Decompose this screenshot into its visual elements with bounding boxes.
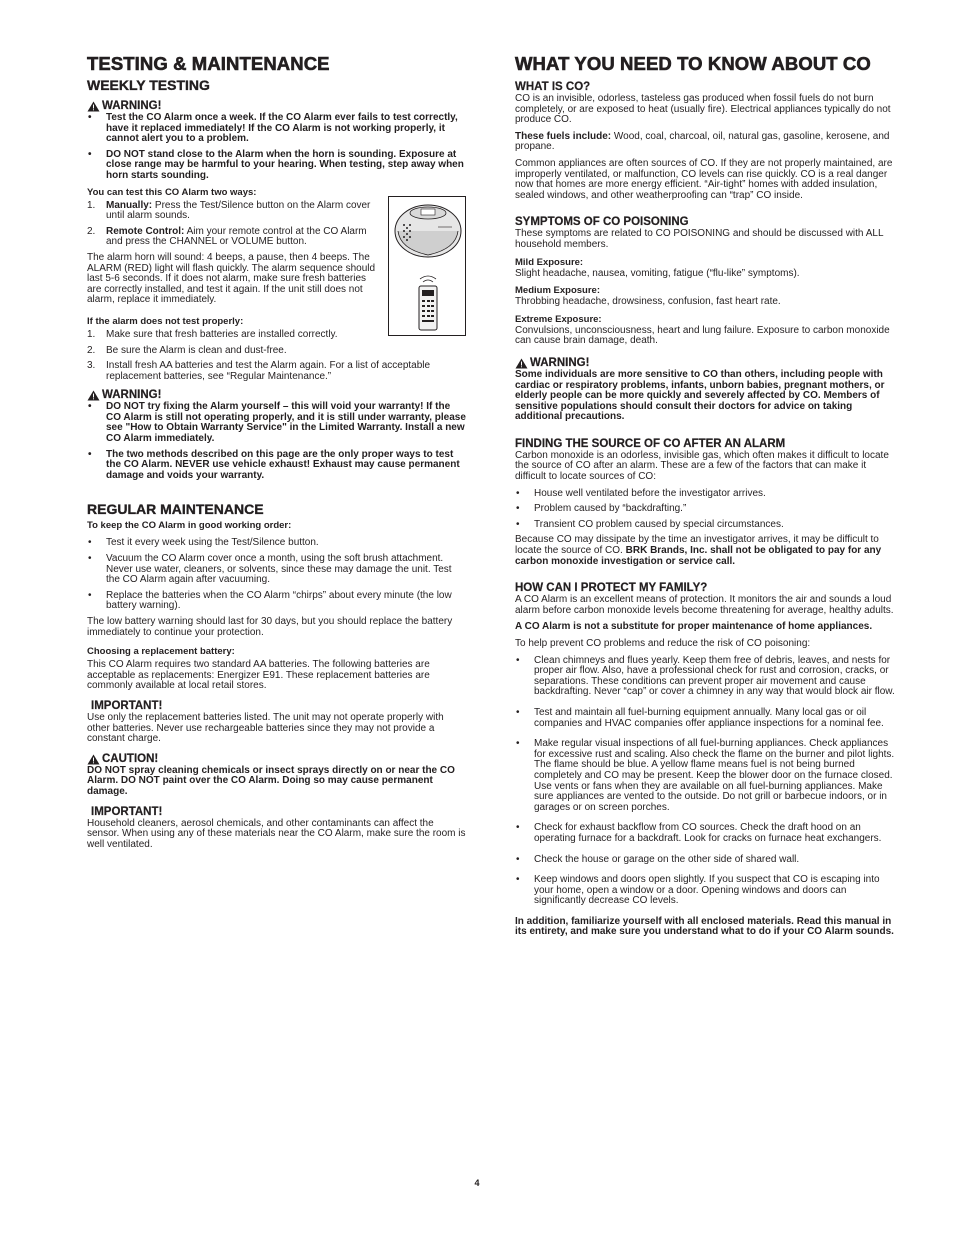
list-item: • Test the CO Alarm once a week. If the CO Alarm ever fails to test correctly, have it replaced immediately! If the CO Alarm is not working properly, it cannot alert you to a problem. — [87, 113, 467, 145]
test-ways-heading: You can test this CO Alarm two ways: — [87, 186, 257, 198]
medium-text: Throbbing headache, drowsiness, confusion, fast heart rate. — [515, 296, 781, 308]
dissipate-text: Because CO may dissipate by the time an investigator arrives, it may be difficult to locate the source of CO. BRK Brands, Inc. shall not be obligated to pay for any carbon monoxide investigation or service call. — [515, 534, 882, 567]
list-item: • Check for exhaust backflow from CO sources. Check the draft hood on an operating furnace for a backdraft. Look for cracks on furnace heat exchangers. — [515, 823, 897, 844]
list-item: • DO NOT try fixing the Alarm yourself – this will void your warranty! If the CO Alarm is still not operating properly, and it is still under warranty, please see "How to Obtain Warranty Service" in the Limited Warranty. Install a new CO Alarm immediately. — [87, 402, 467, 444]
regular-maintenance-heading: REGULAR MAINTENANCE — [87, 501, 264, 518]
extreme-label: Extreme Exposure: — [515, 313, 602, 325]
list-item: • Replace the batteries when the CO Alarm “chirps” about every minute (the low battery warning). — [87, 591, 467, 612]
list-item: 2. Be sure the Alarm is clean and dust-free. — [87, 344, 287, 356]
important-text-2: Household cleaners, aerosol chemicals, and other contaminants can affect the sensor. When using any of these materials near the CO Alarm, make sure the room is well ventilated. — [87, 817, 466, 850]
protect-text: A CO Alarm is an excellent means of protection. It monitors the air and sounds a loud alarm before carbon monoxide levels become threatening for average, healthy adults. — [515, 594, 894, 616]
remote-control-icon — [413, 273, 443, 333]
caution-label: CAUTION! — [87, 753, 467, 766]
extreme-text: Convulsions, unconsciousness, heart and lung failure. Exposure to carbon monoxide can cause brain damage, death. — [515, 324, 890, 347]
list-item: 1. Manually: Press the Test/Silence button on the Alarm cover until alarm sounds. — [87, 199, 371, 222]
important-label: IMPORTANT! — [91, 699, 163, 712]
what-is-co-heading: WHAT IS CO? — [515, 81, 591, 93]
important-text-1: Use only the replacement batteries listed. The unit may not operate properly with other batteries. Never use rechargeable batteries since they may not provide a constant charge. — [87, 711, 444, 745]
important-label: IMPORTANT! — [91, 805, 163, 818]
battery-heading: Choosing a replacement battery: — [87, 646, 235, 658]
caution-text: DO NOT spray cleaning chemicals or insect sprays directly on or near the CO Alarm. DO NOT paint over the CO Alarm. Doing so may cause permanent damage. — [87, 764, 455, 797]
list-item: 1. Make sure that fresh batteries are installed correctly. — [87, 328, 338, 340]
page-title-left: TESTING & MAINTENANCE — [87, 53, 330, 74]
weekly-testing-heading: WEEKLY TESTING — [87, 77, 210, 93]
list-item: 3. Install fresh AA batteries and test the Alarm again. For a list of acceptable replacement batteries, see “Regular Maintenance.” — [87, 360, 431, 382]
list-item: • Keep windows and doors open slightly. If you suspect that CO is escaping into your home, open a window or a door. Opening windows and doors can significantly decrease CO levels. — [515, 875, 897, 907]
list-item: • Vacuum the CO Alarm cover once a month, using the soft brush attachment. Never use water, cleaners, or solvents, since these may damage the unit. Test the CO Alarm again after vacuuming. — [87, 554, 467, 586]
test-ways-list — [87, 201, 377, 248]
maintenance-list — [87, 538, 467, 612]
low-battery-text: The low battery warning should last for 30 days, but you should replace the battery immediately to continue your protection. — [87, 616, 453, 638]
fuels-text: These fuels include: Wood, coal, charcoal, oil, natural gas, gasoline, kerosene, and propane. — [515, 130, 890, 153]
closing-text: In addition, familiarize yourself with all enclosed materials. Read this manual in its entirety, and make sure you understand what to do if your CO Alarm sounds. — [515, 915, 894, 938]
alarm-remote-illustration — [388, 196, 466, 336]
list-item: • Make regular visual inspections of all fuel-burning appliances. Check appliances for excessive rust and scaling. Also check the flame on the burner and pilot lights. The flame should be blue. A yellow flame means fuel is not being burned completely and CO may be present. Keep the blower door on the furnace closed. Use vents or fans when they are available on all fuel-burning appliances. Make sure appliances are vented to the outside. Do not grill or barbecue indoors, or in garages or on screen porches. — [515, 739, 897, 813]
warning-triangle-icon — [515, 358, 528, 369]
warning-list-2 — [87, 402, 467, 481]
prevent-list — [515, 656, 897, 907]
list-item: • Transient CO problem caused by special circumstances. — [515, 520, 897, 531]
list-item: • DO NOT stand close to the Alarm when the horn is sounding. Exposure at close range may be harmful to your hearing. When testing, step away when horn starts sounding. — [87, 150, 467, 182]
list-item: • The two methods described on this page are the only proper ways to test the CO Alarm. NEVER use vehicle exhaust! Exhaust may cause permanent damage and voids your warranty. — [87, 450, 467, 482]
finding-source-heading: FINDING THE SOURCE OF CO AFTER AN ALARM — [515, 437, 786, 450]
list-item: • Check the house or garage on the other side of shared wall. — [515, 855, 897, 866]
list-item: • Test it every week using the Test/Silence button. — [87, 538, 467, 549]
list-item: • House well ventilated before the investigator arrives. — [515, 489, 897, 500]
warning-triangle-icon — [87, 754, 100, 765]
list-item: • Test and maintain all fuel-burning equipment annually. Many local gas or oil companies and HVAC companies offer appliance inspections for a nominal fee. — [515, 708, 897, 729]
finding-text: Carbon monoxide is an odorless, invisible gas, which often makes it difficult to locate the source of CO after an alarm. These are a few of the factors that can make it difficult to locate sources of CO: — [515, 449, 889, 483]
page-number: 4 — [474, 1178, 480, 1188]
maint-intro: To keep the CO Alarm in good working order: — [87, 520, 292, 532]
list-item: • Clean chimneys and flues yearly. Keep them free of debris, leaves, and nests for proper air flow. Also, have a professional check for rust and corrosion, cracks, or separations. These conditions can prevent proper air movement and cause backdrafting. Never “cap” or cover a chimney in any way that would block air flow. — [515, 656, 897, 698]
horn-text: The alarm horn will sound: 4 beeps, a pause, then 4 beeps. The ALARM (RED) light will flash quickly. The alarm sequence should last 5-6 seconds. If it does not alarm, make sure fresh batteries are correctly installed, and test it again. If the unit still does not alarm, replace it immediately. — [87, 251, 376, 306]
warning-label: WARNING! — [515, 357, 897, 370]
symptoms-heading: SYMPTOMS OF CO POISONING — [515, 216, 689, 229]
not-test-heading: If the alarm does not test properly: — [87, 315, 244, 327]
warning-list-1 — [87, 113, 467, 182]
co-alarm-icon — [390, 199, 466, 269]
medium-label: Medium Exposure: — [515, 285, 600, 297]
page-title-right: WHAT YOU NEED TO KNOW ABOUT CO — [515, 53, 871, 74]
warning-triangle-icon — [87, 390, 100, 401]
finding-list — [515, 489, 897, 531]
battery-text: This CO Alarm requires two standard AA batteries. The following batteries are acceptable as replacements: Energizer E91. These replacement batteries are commonly available at local retail stores. — [87, 659, 430, 692]
warning-triangle-icon — [87, 101, 100, 112]
mild-label: Mild Exposure: — [515, 256, 584, 268]
list-item: 2. Remote Control: Aim your remote control at the CO Alarm and press the CHANNEL or VOLUME button. — [87, 225, 367, 248]
warning-label: WARNING! — [87, 100, 467, 113]
appliances-text: Common appliances are often sources of CO. If they are not properly maintained, are improperly ventilated, or malfunction, CO levels can rise quickly. CO is a real danger now that homes are more energy efficient. “Air-tight” homes with added insulation, sealed windows, and other weatherproofing can “trap” CO inside. — [515, 157, 893, 201]
list-item: • Problem caused by “backdrafting.” — [515, 504, 897, 515]
what-is-co-text: CO is an invisible, odorless, tasteless gas produced when fossil fuels do not burn completely, or are exposed to heat (usually fire). Electrical appliances typically do not produce CO. — [515, 93, 891, 126]
symptoms-intro: These symptoms are related to CO POISONING and should be discussed with ALL household members. — [515, 228, 884, 250]
mild-text: Slight headache, nausea, vomiting, fatigue (“flu-like” symptoms). — [515, 267, 800, 279]
warning-label: WARNING! — [87, 389, 467, 402]
not-substitute-text: A CO Alarm is not a substitute for proper maintenance of home appliances. — [515, 621, 873, 633]
not-test-list — [87, 330, 467, 382]
prevent-intro: To help prevent CO problems and reduce the risk of CO poisoning: — [515, 638, 811, 649]
right-column — [515, 52, 897, 938]
left-column — [87, 52, 467, 850]
protect-family-heading: HOW CAN I PROTECT MY FAMILY? — [515, 582, 708, 595]
sensitive-warning-text: Some individuals are more sensitive to CO than others, including people with cardiac or respiratory problems, infants, unborn babies, pregnant mothers, or elderly people can be more quickly and severely affected by CO. Members of sensitive populations should consult their doctors for advice on taking additional precautions. — [515, 368, 885, 423]
